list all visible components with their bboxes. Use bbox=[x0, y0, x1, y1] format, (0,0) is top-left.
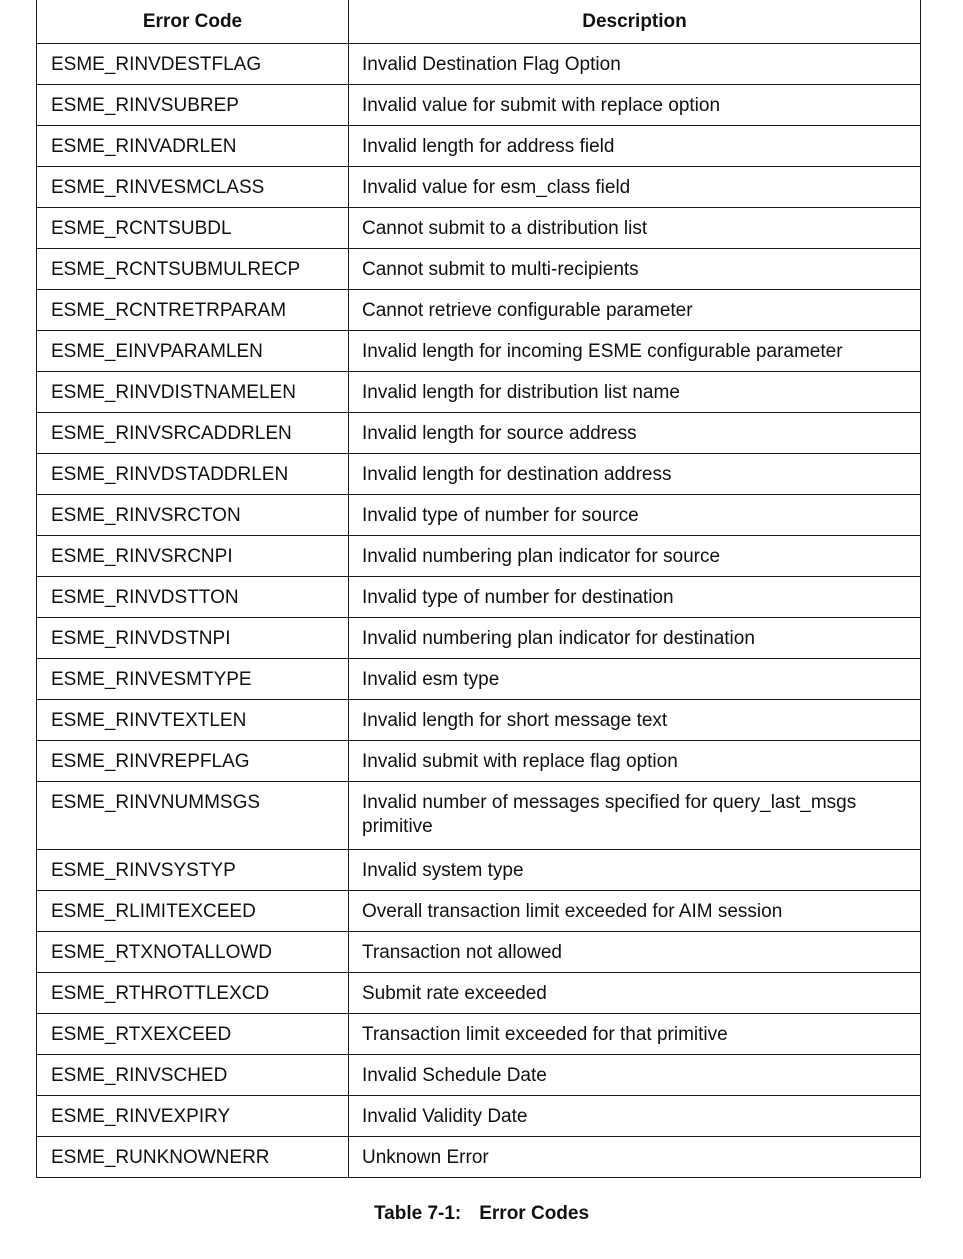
table-row bbox=[37, 973, 921, 1014]
description-cell: Invalid esm type bbox=[349, 659, 921, 700]
table-row bbox=[37, 850, 921, 891]
description-cell: Invalid type of number for source bbox=[349, 495, 921, 536]
table-row bbox=[37, 44, 921, 85]
description-cell: Unknown Error bbox=[349, 1137, 921, 1178]
error-code-cell: ESME_RINVESMCLASS bbox=[37, 167, 349, 208]
table-row bbox=[37, 577, 921, 618]
error-code-cell: ESME_RINVSUBREP bbox=[37, 85, 349, 126]
table-row bbox=[37, 85, 921, 126]
error-code-cell: ESME_RINVDISTNAMELEN bbox=[37, 372, 349, 413]
header-error-code: Error Code bbox=[37, 0, 349, 44]
description-cell: Transaction limit exceeded for that primitive bbox=[349, 1014, 921, 1055]
table-row bbox=[37, 536, 921, 577]
error-code-cell: ESME_RTXEXCEED bbox=[37, 1014, 349, 1055]
description-cell: Invalid length for destination address bbox=[349, 454, 921, 495]
description-cell: Cannot submit to multi-recipients bbox=[349, 249, 921, 290]
table-caption bbox=[0, 1203, 963, 1225]
description-cell: Invalid length for distribution list name bbox=[349, 372, 921, 413]
error-code-cell: ESME_RTXNOTALLOWD bbox=[37, 932, 349, 973]
table-row bbox=[37, 932, 921, 973]
table-row bbox=[37, 700, 921, 741]
table-body bbox=[37, 44, 921, 1178]
error-code-cell: ESME_RINVTEXTLEN bbox=[37, 700, 349, 741]
table-row bbox=[37, 413, 921, 454]
error-code-cell: ESME_RINVSYSTYP bbox=[37, 850, 349, 891]
description-cell: Invalid submit with replace flag option bbox=[349, 741, 921, 782]
description-cell: Invalid length for incoming ESME configurable parameter bbox=[349, 331, 921, 372]
description-cell: Cannot retrieve configurable parameter bbox=[349, 290, 921, 331]
table-row bbox=[37, 208, 921, 249]
caption-label: Table 7-1: bbox=[373, 1203, 462, 1224]
error-code-cell: ESME_RINVDSTTON bbox=[37, 577, 349, 618]
description-cell: Invalid system type bbox=[349, 850, 921, 891]
table-row bbox=[37, 891, 921, 932]
description-cell: Invalid Destination Flag Option bbox=[349, 44, 921, 85]
table-row bbox=[37, 372, 921, 413]
description-cell: Invalid value for esm_class field bbox=[349, 167, 921, 208]
table-row bbox=[37, 1014, 921, 1055]
table-row bbox=[37, 331, 921, 372]
error-code-cell: ESME_RINVDSTNPI bbox=[37, 618, 349, 659]
table-row bbox=[37, 1055, 921, 1096]
error-code-cell: ESME_RUNKNOWNERR bbox=[37, 1137, 349, 1178]
error-code-cell: ESME_EINVPARAMLEN bbox=[37, 331, 349, 372]
table-row bbox=[37, 495, 921, 536]
error-code-cell: ESME_RLIMITEXCEED bbox=[37, 891, 349, 932]
table-row bbox=[37, 126, 921, 167]
table-row bbox=[37, 618, 921, 659]
table-row bbox=[37, 659, 921, 700]
table-row bbox=[37, 1096, 921, 1137]
description-cell: Invalid length for short message text bbox=[349, 700, 921, 741]
error-code-cell: ESME_RINVSCHED bbox=[37, 1055, 349, 1096]
table-row bbox=[37, 290, 921, 331]
header-description: Description bbox=[349, 0, 921, 44]
error-code-cell: ESME_RCNTSUBDL bbox=[37, 208, 349, 249]
description-cell: Invalid type of number for destination bbox=[349, 577, 921, 618]
description-cell: Cannot submit to a distribution list bbox=[349, 208, 921, 249]
description-cell: Invalid numbering plan indicator for destination bbox=[349, 618, 921, 659]
table-row bbox=[37, 167, 921, 208]
error-code-cell: ESME_RINVESMTYPE bbox=[37, 659, 349, 700]
error-code-cell: ESME_RTHROTTLEXCD bbox=[37, 973, 349, 1014]
description-cell: Invalid numbering plan indicator for source bbox=[349, 536, 921, 577]
table-header-row bbox=[37, 0, 921, 44]
error-codes-table bbox=[36, 0, 921, 1178]
error-code-cell: ESME_RINVSRCADDRLEN bbox=[37, 413, 349, 454]
description-cell: Invalid Schedule Date bbox=[349, 1055, 921, 1096]
description-cell: Overall transaction limit exceeded for AIM session bbox=[349, 891, 921, 932]
error-code-cell: ESME_RINVADRLEN bbox=[37, 126, 349, 167]
description-cell: Transaction not allowed bbox=[349, 932, 921, 973]
description-cell: Invalid length for source address bbox=[349, 413, 921, 454]
description-cell: Submit rate exceeded bbox=[349, 973, 921, 1014]
error-code-cell: ESME_RCNTRETRPARAM bbox=[37, 290, 349, 331]
error-code-cell: ESME_RINVEXPIRY bbox=[37, 1096, 349, 1137]
error-code-cell: ESME_RINVSRCTON bbox=[37, 495, 349, 536]
error-code-cell: ESME_RCNTSUBMULRECP bbox=[37, 249, 349, 290]
error-code-cell: ESME_RINVSRCNPI bbox=[37, 536, 349, 577]
table-row bbox=[37, 249, 921, 290]
description-cell: Invalid length for address field bbox=[349, 126, 921, 167]
table-row bbox=[37, 1137, 921, 1178]
description-cell: Invalid Validity Date bbox=[349, 1096, 921, 1137]
error-codes-table-container bbox=[36, 0, 920, 1178]
description-cell: Invalid value for submit with replace option bbox=[349, 85, 921, 126]
table-row bbox=[37, 741, 921, 782]
description-cell: Invalid number of messages specified for query_last_msgs primitive bbox=[349, 782, 921, 850]
table-row bbox=[37, 782, 921, 850]
table-row bbox=[37, 454, 921, 495]
error-code-cell: ESME_RINVREPFLAG bbox=[37, 741, 349, 782]
caption-title: Error Codes bbox=[479, 1203, 590, 1224]
error-code-cell: ESME_RINVDSTADDRLEN bbox=[37, 454, 349, 495]
error-code-cell: ESME_RINVNUMMSGS bbox=[37, 782, 349, 850]
error-code-cell: ESME_RINVDESTFLAG bbox=[37, 44, 349, 85]
